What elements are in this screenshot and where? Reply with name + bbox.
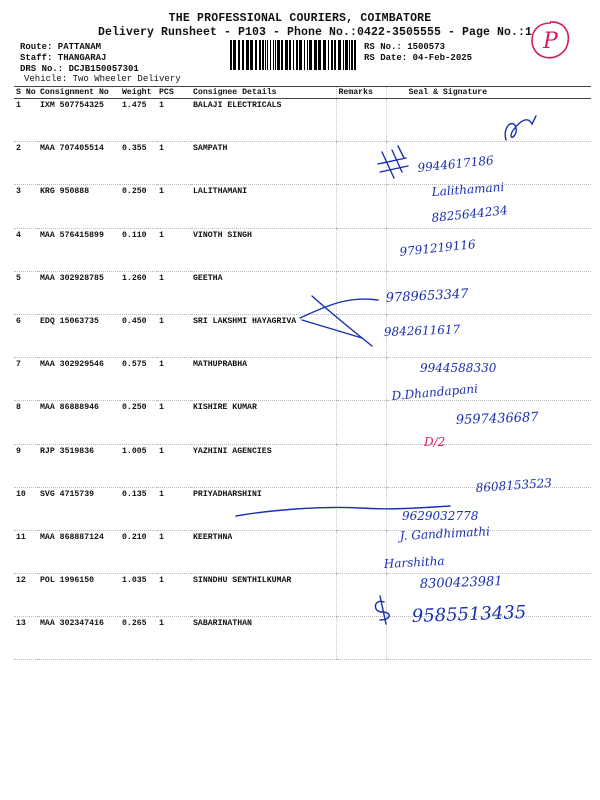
cell-weight: 1.260 <box>120 271 157 314</box>
barcode-bar <box>233 40 236 70</box>
cell-sno: 6 <box>14 314 38 357</box>
cell-consignment-no: KRG 950888 <box>38 185 120 228</box>
cell-sno: 11 <box>14 530 38 573</box>
cell-weight: 0.575 <box>120 358 157 401</box>
handwritten-note: J. Gandhimathi <box>399 524 491 543</box>
rs-number: RS No.: 1500573 <box>364 42 446 52</box>
cell-consignee: SINNDHU SENTHILKUMAR <box>191 574 336 617</box>
barcode-bar <box>334 40 336 70</box>
cell-consignment-no: MAA 868887124 <box>38 530 120 573</box>
cell-signature <box>386 99 591 142</box>
cell-weight: 1.005 <box>120 444 157 487</box>
handwritten-note: 9597436687 <box>455 410 539 428</box>
cell-sno: 5 <box>14 271 38 314</box>
cell-sno: 7 <box>14 358 38 401</box>
route-label: Route: PATTANAM <box>20 42 102 52</box>
cell-weight: 1.475 <box>120 99 157 142</box>
cell-weight: 0.250 <box>120 401 157 444</box>
cell-remarks <box>336 574 386 617</box>
table-row <box>14 401 591 444</box>
page-marker-stamp <box>528 18 572 62</box>
cell-consignee: PRIYADHARSHINI <box>191 487 336 530</box>
barcode-bar <box>285 40 288 70</box>
handwritten-note: 9629032778 <box>402 509 479 523</box>
cell-weight: 0.250 <box>120 185 157 228</box>
cell-remarks <box>336 487 386 530</box>
cell-sno: 8 <box>14 401 38 444</box>
cell-remarks <box>336 99 386 142</box>
cell-consignee: GEETHA <box>191 271 336 314</box>
barcode-bar <box>309 40 312 70</box>
cell-sno: 3 <box>14 185 38 228</box>
vehicle-label: Vehicle: Two Wheeler Delivery <box>24 74 181 84</box>
col-header-signature: Seal & Signature <box>386 87 591 99</box>
cell-signature <box>386 228 591 271</box>
handwritten-note: 9791219116 <box>398 237 477 259</box>
cell-consignee: BALAJI ELECTRICALS <box>191 99 336 142</box>
cell-signature <box>386 574 591 617</box>
table-row <box>14 617 591 660</box>
barcode-bar <box>270 40 271 70</box>
runsheet-subtitle: Delivery Runsheet - P103 - Phone No.:0422-3505555 - Page No.:1 <box>97 26 533 39</box>
barcode-bar <box>273 40 274 70</box>
cell-remarks <box>336 358 386 401</box>
cell-pcs: 1 <box>157 142 191 185</box>
barcode-bar <box>275 40 276 70</box>
cell-consignee: KEERTHNA <box>191 530 336 573</box>
barcode-bar <box>299 40 302 70</box>
cell-signature <box>386 487 591 530</box>
handwritten-note: 9944617186 <box>416 153 495 175</box>
cell-signature <box>386 401 591 444</box>
cell-sno: 1 <box>14 99 38 142</box>
table-row <box>14 444 591 487</box>
cell-consignment-no: MAA 302928785 <box>38 271 120 314</box>
handwritten-note: 9944588330 <box>420 361 497 375</box>
cell-remarks <box>336 314 386 357</box>
table-body <box>14 99 591 660</box>
cell-consignment-no: SVG 4715739 <box>38 487 120 530</box>
barcode-bar <box>267 40 268 70</box>
cell-pcs: 1 <box>157 530 191 573</box>
barcode-bar <box>343 40 344 70</box>
col-header-sno: S No <box>14 87 38 99</box>
cell-consignee: LALITHAMANI <box>191 185 336 228</box>
cell-consignee: SABARINATHAN <box>191 617 336 660</box>
barcode-bar <box>304 40 305 70</box>
cell-consignment-no: IXM 507754325 <box>38 99 120 142</box>
barcode-bar <box>338 40 341 70</box>
barcode-bar <box>323 40 326 70</box>
cell-remarks <box>336 401 386 444</box>
cell-weight: 0.355 <box>120 142 157 185</box>
cell-signature <box>386 444 591 487</box>
col-header-remarks: Remarks <box>336 87 386 99</box>
barcode-bar <box>277 40 280 70</box>
cell-weight: 0.450 <box>120 314 157 357</box>
cell-pcs: 1 <box>157 358 191 401</box>
handwritten-note: 8300423981 <box>419 574 503 592</box>
table-row <box>14 271 591 314</box>
barcode-bar <box>281 40 283 70</box>
cell-remarks <box>336 617 386 660</box>
cell-pcs: 1 <box>157 444 191 487</box>
handwritten-note: Lalithamani <box>431 179 505 199</box>
barcode-bar <box>331 40 333 70</box>
cell-signature <box>386 185 591 228</box>
cell-consignment-no: MAA 707405514 <box>38 142 120 185</box>
cell-consignment-no: POL 1996150 <box>38 574 120 617</box>
cell-weight: 0.265 <box>120 617 157 660</box>
cell-sno: 12 <box>14 574 38 617</box>
barcode-bar <box>318 40 321 70</box>
col-header-consignment: Consignment No <box>38 87 120 99</box>
barcode-bar <box>345 40 348 70</box>
cell-signature <box>386 617 591 660</box>
cell-consignment-no: MAA 576415899 <box>38 228 120 271</box>
cell-pcs: 1 <box>157 99 191 142</box>
col-header-consignee: Consignee Details <box>191 87 336 99</box>
company-title: THE PROFESSIONAL COURIERS, COIMBATORE <box>168 12 432 25</box>
rs-date: RS Date: 04-Feb-2025 <box>364 53 473 63</box>
barcode-bar <box>250 40 253 70</box>
handwritten-note: 9585513435 <box>411 602 527 627</box>
table-row <box>14 99 591 142</box>
table-row <box>14 228 591 271</box>
col-header-weight: Weight <box>120 87 157 99</box>
cell-signature <box>383 314 591 357</box>
barcode-bar <box>265 40 266 70</box>
cell-remarks <box>336 271 386 314</box>
cell-sno: 10 <box>14 487 38 530</box>
cell-weight: 1.035 <box>120 574 157 617</box>
table-row <box>14 358 591 401</box>
barcode-bar <box>354 40 356 70</box>
handwritten-note: 8608153523 <box>475 475 553 495</box>
barcode-bar <box>314 40 317 70</box>
barcode-bar <box>255 40 257 70</box>
cell-consignee: SAMPATH <box>191 142 336 185</box>
barcode-bar <box>246 40 249 70</box>
cell-consignee: MATHUPRABHA <box>191 358 336 401</box>
table-header-row <box>14 87 591 99</box>
cell-pcs: 1 <box>157 271 191 314</box>
handwritten-note: 9842611617 <box>383 322 461 339</box>
table-row <box>14 142 591 185</box>
barcode-bar <box>238 40 240 70</box>
barcode-bar <box>349 40 350 70</box>
cell-sno: 4 <box>14 228 38 271</box>
cell-sno: 2 <box>14 142 38 185</box>
cell-pcs: 1 <box>157 487 191 530</box>
cell-consignment-no: RJP 3519836 <box>38 444 120 487</box>
cell-signature <box>386 271 591 314</box>
cell-pcs: 1 <box>157 574 191 617</box>
cell-pcs: 1 <box>157 401 191 444</box>
table-row <box>14 487 591 530</box>
cell-consignee: VINOTH SINGH <box>191 228 336 271</box>
staff-label: Staff: THANGARAJ <box>20 53 107 63</box>
col-header-pcs: PCS <box>157 87 191 99</box>
barcode-bar <box>242 40 244 70</box>
cell-remarks <box>336 185 386 228</box>
barcode <box>230 40 358 70</box>
cell-consignment-no: MAA 302347416 <box>38 617 120 660</box>
handwritten-note: D.Dhandapani <box>391 381 479 403</box>
cell-remarks <box>336 142 386 185</box>
barcode-bar <box>289 40 291 70</box>
cell-pcs: 1 <box>157 314 191 357</box>
drs-number: DRS No.: DCJB150057301 <box>20 64 139 74</box>
barcode-bar <box>307 40 308 70</box>
cell-weight: 0.210 <box>120 530 157 573</box>
barcode-bar <box>328 40 329 70</box>
table-row <box>14 314 591 357</box>
cell-signature <box>386 358 591 401</box>
cell-weight: 0.110 <box>120 228 157 271</box>
cell-consignment-no: MAA 86888946 <box>38 401 120 444</box>
cell-pcs: 1 <box>157 228 191 271</box>
cell-consignment-no: EDQ 15063735 <box>38 314 120 357</box>
cell-signature <box>386 530 591 573</box>
cell-sno: 13 <box>14 617 38 660</box>
cell-sno: 9 <box>14 444 38 487</box>
cell-consignee: SRI LAKSHMI HAYAGRIVA <box>191 314 336 357</box>
cell-consignee: YAZHINI AGENCIES <box>191 444 336 487</box>
barcode-bar <box>262 40 264 70</box>
stamp-letter: P <box>543 29 558 54</box>
handwritten-note: 8825644234 <box>430 203 509 225</box>
cell-consignee: KISHIRE KUMAR <box>191 401 336 444</box>
table-row <box>14 574 591 617</box>
table-row <box>14 530 591 573</box>
cell-consignment-no: MAA 302929546 <box>38 358 120 401</box>
cell-signature <box>386 142 591 185</box>
cell-remarks <box>336 444 386 487</box>
table-row <box>14 185 591 228</box>
consignment-table <box>14 86 591 660</box>
barcode-bar <box>293 40 294 70</box>
handwritten-note: D/2 <box>424 435 446 449</box>
barcode-bar <box>230 40 232 70</box>
handwritten-note: 9789653347 <box>385 286 469 306</box>
cell-remarks <box>336 530 386 573</box>
cell-pcs: 1 <box>157 185 191 228</box>
barcode-bar <box>351 40 353 70</box>
cell-pcs: 1 <box>157 617 191 660</box>
barcode-bar <box>259 40 261 70</box>
cell-weight: 0.135 <box>120 487 157 530</box>
barcode-bar <box>296 40 298 70</box>
handwritten-note: Harshitha <box>383 553 445 571</box>
cell-remarks <box>336 228 386 271</box>
